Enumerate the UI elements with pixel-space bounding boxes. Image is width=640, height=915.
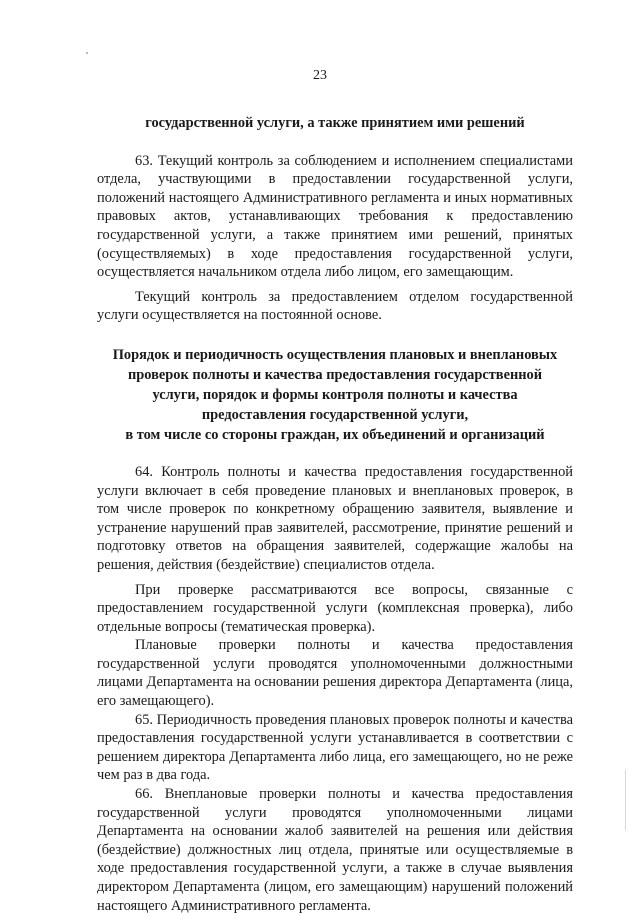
paragraph-scheduled-inspections: Плановые проверки полноты и качества предоставления государственной услуги проводятся уполномоченными должностными лицами Департамента на основании решения директора Департамента (лица, его замещающего). bbox=[97, 637, 573, 710]
paragraph-64: 64. Контроль полноты и качества предоставления государственной услуги включает в себя проведение плановых и внеплановых проверок, в том числе проверок по конкретному обращению заявителя, выявление и устранение нарушений прав заявителей, рассмотрение, принятие решений и подготовку ответов на обращения заявителей, содержащие жалобы на решения, действия (бездействие) специалистов отдела. bbox=[97, 463, 573, 573]
section-heading-line: услуги, порядок и формы контроля полноты и качества bbox=[152, 386, 518, 403]
paragraph-66: 66. Внеплановые проверки полноты и качества предоставления государственной услуги проводятся уполномоченными лицами Департамента на основании жалоб заявителей на решения или действия (бездействие) должностных лиц отдела, принятые или осуществляемые в ходе предоставления государственной услуги, а также в случае выявления директором Департамента (лицом, его замещающим) нарушений положений настоящего Административного регламента. bbox=[97, 786, 573, 914]
paragraph-65: 65. Периодичность проведения плановых проверок полноты и качества предоставления государственной услуги устанавливается в соответствии с решением директора Департамента либо лица, его замещающего, но не реже чем раз в два года. bbox=[97, 711, 573, 784]
continued-heading: государственной услуги, а также принятием ими решений bbox=[145, 115, 525, 131]
section-heading-line: в том числе со стороны граждан, их объединений и организаций bbox=[125, 426, 545, 443]
document-body bbox=[97, 114, 573, 915]
paragraph-inspection-scope: При проверке рассматриваются все вопросы, связанные с предоставлением государственной услуги (комплексная проверка), либо отдельные вопросы (тематическая проверка). bbox=[97, 581, 573, 635]
scan-edge-mark bbox=[625, 770, 626, 830]
section-heading-line: Порядок и периодичность осуществления плановых и внеплановых bbox=[112, 346, 558, 363]
section-heading-line: предоставления государственной услуги, bbox=[201, 406, 469, 423]
section-heading bbox=[97, 345, 573, 445]
paragraph-63: 63. Текущий контроль за соблюдением и исполнением специалистами отдела, участвующими в предоставлении государственной услуги, положений настоящего Административного регламента и иных нормативных правовых актов, устанавливающих требования к предоставлению государственной услуги, а также принятием ими решений, принятых (осуществляемых) в ходе предоставления государственной услуги, осуществляется начальником отдела либо лицом, его замещающим. bbox=[97, 152, 573, 281]
page-number: 23 bbox=[313, 68, 327, 83]
section-heading-line: проверок полноты и качества предоставления государственной bbox=[127, 366, 543, 383]
paragraph-ongoing-control: Текущий контроль за предоставлением отделом государственной услуги осуществляется на постоянной основе. bbox=[97, 288, 573, 324]
scan-speck bbox=[86, 52, 88, 54]
